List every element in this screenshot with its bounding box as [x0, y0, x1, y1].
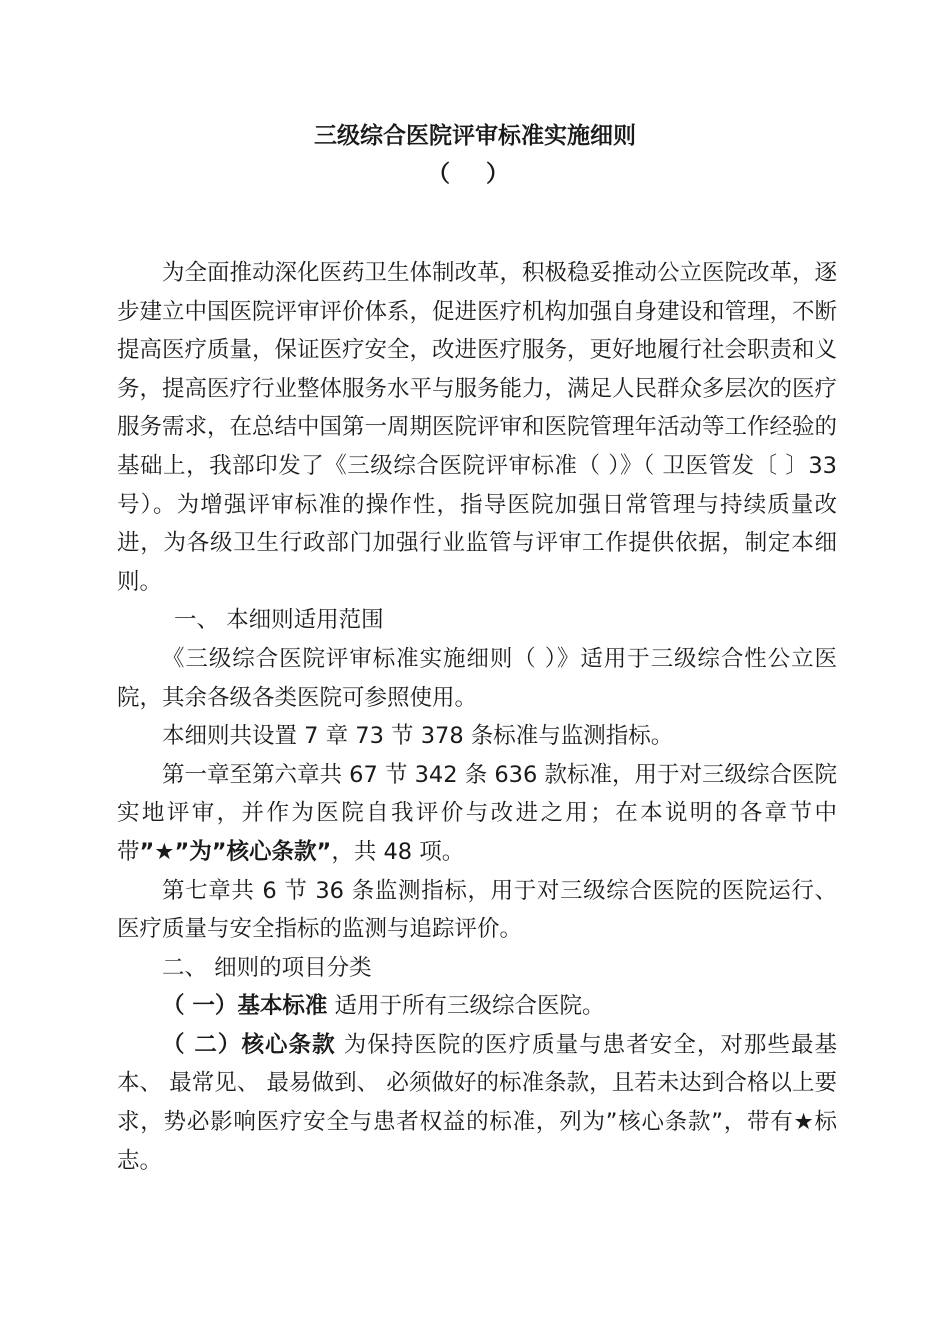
document-subtitle: （ ）: [426, 161, 523, 187]
document-title: 三级综合医院评审标准实施细则: [314, 123, 636, 149]
item2-text: 为保持医院的医疗质量与患者安全，对那些最基本、 最常见、 最易做到、 必须做好的标准条款，且若未达到合格以上要求，势必影响医疗安全与患者权益的标准，列为”核心条款”，带有★标志。: [117, 1031, 837, 1174]
item1-text: 适用于所有三级综合医院。: [327, 993, 605, 1020]
section1-paragraph-3: [117, 756, 837, 872]
item1-label: （ 一）基本标准: [162, 993, 328, 1020]
item2-paragraph: [117, 1026, 837, 1180]
item2-label: （ 二）核心条款: [162, 1031, 336, 1058]
section1-heading: 一、 本细则适用范围: [174, 607, 384, 634]
core-clause-marker: ”★”为”核心条款”: [139, 838, 332, 865]
item1-paragraph: [117, 987, 837, 1026]
intro-paragraph: 为全面推动深化医药卫生体制改革，积极稳妥推动公立医院改革，逐步建立中国医院评审评价体系，促进医疗机构加强自身建设和管理，不断提高医疗质量，保证医疗安全，改进医疗服务，更好地履行社会职责和义务，提高医疗行业整体服务水平与服务能力，满足人民群众多层次的医疗服务需求，在总结中国第一周期医院评审和医院管理年活动等工作经验的基础上，我部印发了《三级综合医院评审标准（ ）》（ 卫医管发〔 〕33 号）。为增强评审标准的操作性，指导医院加强日常管理与持续质量改进，为各级卫生行政部门加强行业监管与评审工作提供依据，制定本细则。: [117, 260, 838, 595]
section1-paragraph-1: 《三级综合医院评审标准实施细则（ ）》适用于三级综合性公立医院，其余各级各类医院可参照使用。: [117, 645, 837, 711]
section2-heading: 二、 细则的项目分类: [162, 954, 372, 981]
section1-paragraph-3-text: 第一章至第六章共 67 节 342 条 636 款标准，用于对三级综合医院实地评审，并作为医院自我评价与改进之用；在本说明的各章节中带: [117, 761, 837, 865]
section1-paragraph-4: 第七章共 6 节 36 条监测指标，用于对三级综合医院的医院运行、医疗质量与安全指标的监测与追踪评价。: [117, 877, 837, 943]
section1-paragraph-3-tail: ，共 48 项。: [331, 838, 465, 865]
section1-paragraph-2: 本细则共设置 7 章 73 节 378 条标准与监测指标。: [162, 723, 674, 750]
document-body: [117, 254, 837, 1180]
